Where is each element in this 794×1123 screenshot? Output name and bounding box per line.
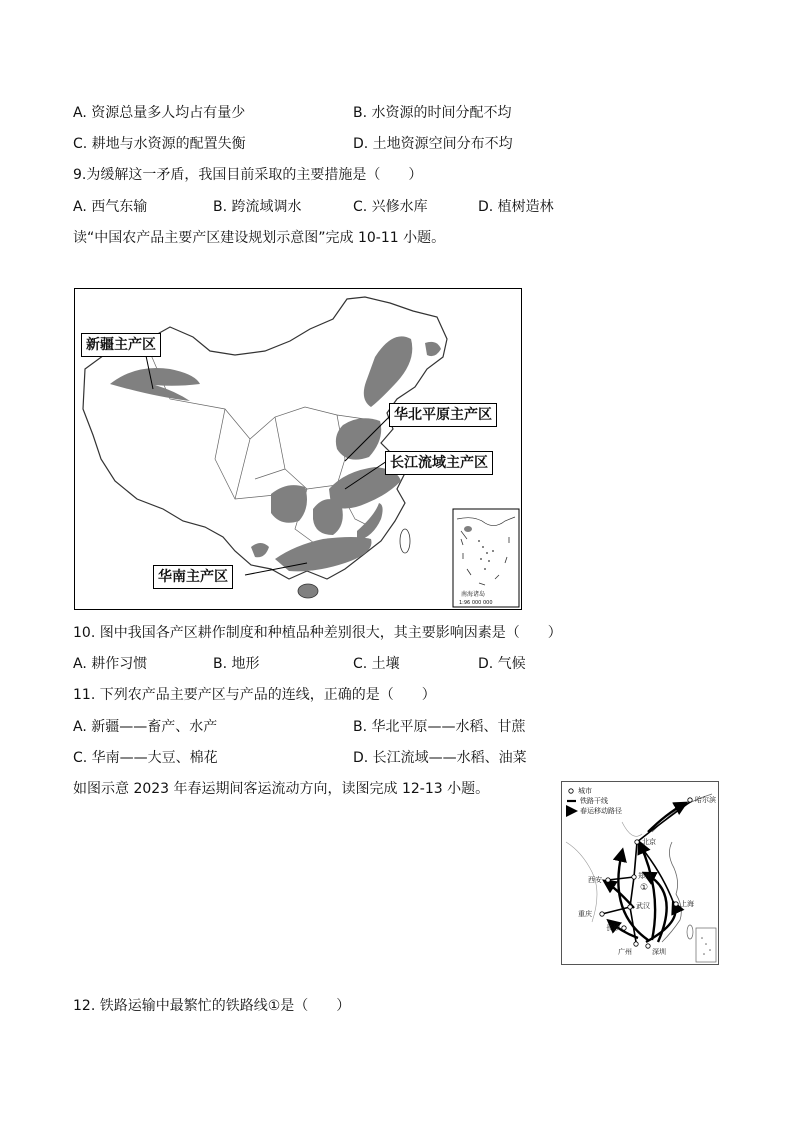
legend-city-icon [569,789,573,793]
city-xian: 西安 [588,876,602,884]
railway-marker-1: ① [640,883,649,893]
q10-option-d: D. 气候 [478,656,526,672]
spring-festival-travel-map [561,781,719,965]
city-chongqing: 重庆 [578,910,592,918]
q9-option-a: A. 西气东输 [73,199,148,215]
q10-option-c: C. 土壤 [353,656,400,672]
coastline [652,794,712,942]
label-changjiang: 长江流域主产区 [385,451,493,475]
q8-option-a: A. 资源总量多人均占有量少 [73,105,246,121]
q10-stem: 10. 图中我国各产区耕作制度和种植品种差别很大，其主要影响因素是（ ） [73,625,562,641]
city-shenzhen: 深圳 [652,948,666,956]
intro-12-13: 如图示意 2023 年春运期间客运流动方向，读图完成 12-13 小题。 [73,781,490,797]
city-harbin: 哈尔滨 [695,796,716,804]
inset-caption-2: 1:96 000 000 [459,600,493,606]
taiwan-island [687,925,693,939]
q12-stem: 12. 铁路运输中最繁忙的铁路线①是（ ） [73,998,351,1014]
legend-city-text: 城市 [578,787,592,795]
q11-option-a: A. 新疆——畜产、水产 [73,719,218,735]
q9-option-b: B. 跨流域调水 [213,199,302,215]
q8-option-b: B. 水资源的时间分配不均 [353,105,512,121]
q8-option-c: C. 耕地与水资源的配置失衡 [73,136,246,152]
q9-option-d: D. 植树造林 [478,199,554,215]
region-yunnan-small [251,543,269,557]
q10-option-a: A. 耕作习惯 [73,656,148,672]
region-hunan [313,499,343,535]
label-xinjiang: 新疆主产区 [81,333,161,357]
region-huabei [336,418,381,459]
city-changsha: 长沙 [606,924,620,932]
label-huanan: 华南主产区 [153,565,233,589]
taiwan-island [400,529,410,553]
q11-option-d: D. 长江流域——水稻、油菜 [353,750,527,766]
region-northeast-small [425,342,441,356]
city-guangzhou: 广州 [618,948,632,956]
q10-option-b: B. 地形 [213,656,260,672]
intro-10-11: 读“中国农产品主要产区建设规划示意图”完成 10-11 小题。 [73,230,446,246]
region-xinjiang [110,368,200,401]
hainan-island [298,584,318,598]
q11-option-c: C. 华南——大豆、棉花 [73,750,218,766]
legend-route-text: 春运移动路径 [580,807,622,815]
city-shanghai: 上海 [680,900,694,908]
city-beijing: 北京 [642,838,656,846]
city-wuhan: 武汉 [636,902,650,910]
region-northeast [364,336,412,407]
south-china-sea-inset [696,928,716,962]
q9-option-c: C. 兴修水库 [353,199,428,215]
inset-caption-1: 南海诸岛 [461,591,486,598]
region-sichuan [271,485,307,523]
label-huabei: 华北平原主产区 [389,403,497,427]
q11-stem: 11. 下列农产品主要产区与产品的连线，正确的是（ ） [73,687,436,703]
agriculture-regions-map [74,288,522,610]
q11-option-b: B. 华北平原——水稻、甘蔗 [353,719,526,735]
legend-railway-text: 铁路干线 [580,797,608,805]
q8-option-d: D. 土地资源空间分布不均 [353,136,513,152]
inset-hainan [464,526,472,532]
city-zhengzhou: 郑州 [638,872,652,880]
q9-stem: 9.为缓解这一矛盾，我国目前采取的主要措施是（ ） [73,167,423,183]
